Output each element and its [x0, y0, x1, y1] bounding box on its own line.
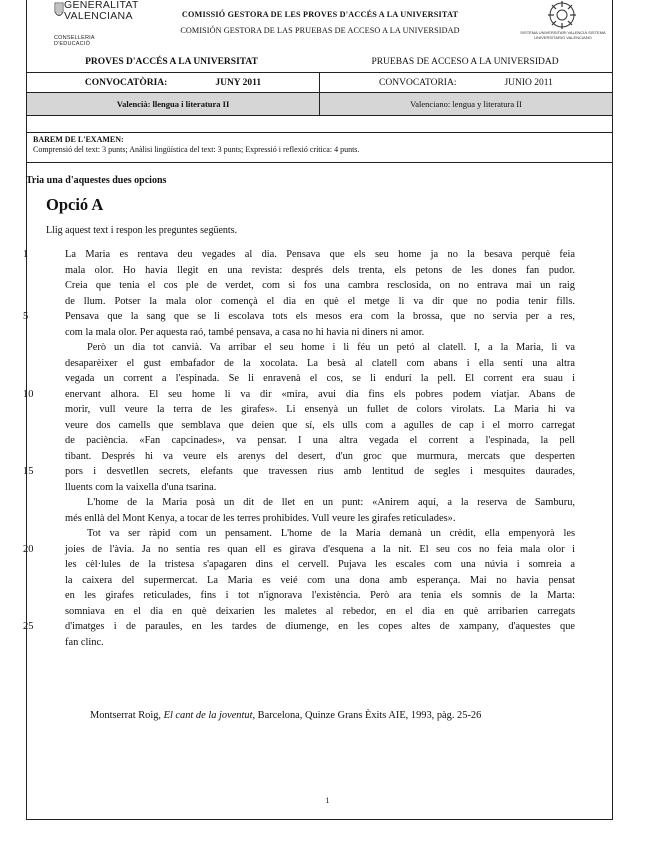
- text-line: [45, 418, 575, 434]
- line-text: vegada un corrent a l'espinada. Se li enravenà el cos, se li endurí la pell. El corrent era suau i: [65, 373, 575, 384]
- line-text: veure dos camells que semblava que deien que sí, els ulls com a agulles de cap i el morro carregat: [65, 419, 575, 431]
- convocatoria-es-value: JUNIO 2011: [504, 77, 553, 88]
- line-text: Tot va ser ràpid com un pensament. L'home de la Maria demanà un crèdit, ella empenyorà les: [87, 528, 575, 539]
- line-text: fan clinc.: [65, 636, 104, 648]
- text-line: [23, 247, 575, 263]
- university-system-logo: [515, 0, 610, 48]
- line-number: 1: [23, 249, 29, 260]
- text-line: [45, 588, 575, 604]
- text-line: [45, 356, 575, 372]
- line-text: Però un dia tot canvià. Va arribar el seu home i li féu un petó al clatell. I, a la Maria, li va: [87, 342, 575, 353]
- page-number: 1: [325, 796, 330, 805]
- text-line: [45, 278, 575, 294]
- line-number: 25: [23, 621, 34, 632]
- citation-work: El cant de la joventut: [163, 710, 253, 721]
- line-text: tibant. Després hi va veure els arenys del desert, d'un groc que murmura, mercats que desperten: [65, 450, 575, 462]
- text-line: [45, 495, 575, 511]
- text-line: [45, 480, 575, 496]
- commission-es: COMISIÓN GESTORA DE LAS PRUEBAS DE ACCESO A LA UNIVERSIDAD: [180, 26, 460, 35]
- subject-es: Valenciano: lengua y literatura II: [320, 93, 613, 116]
- convocatoria-ca-label: CONVOCATÒRIA:: [84, 77, 168, 88]
- citation-author: Montserrat Roig,: [90, 710, 164, 721]
- barem-text: Comprensió del text: 3 punts; Anàlisi lingüística del text: 3 punts; Expressió i reflexió crítica: 4 punts.: [33, 145, 360, 154]
- text-line: [45, 511, 575, 527]
- exam-title-es: PRUEBAS DE ACCESO A LA UNIVERSIDAD: [371, 57, 559, 67]
- text-line: [23, 309, 575, 325]
- line-text: joies de l'àvia. Ja no sentia res quan ell es girava d'esquena a la nit. El seu cos no feia mala olor i: [65, 543, 575, 555]
- intro-instruction: Llig aquest text i respon les preguntes següents.: [46, 225, 238, 236]
- subject-ca: Valencià: llengua i literatura II: [27, 93, 320, 116]
- line-text: de paciència. «Fan capcinades», va pensar. I una altra vegada el corrent a l'espinada, la pell: [65, 435, 575, 446]
- text-line: [45, 635, 575, 651]
- line-text: com la mala olor. Per aquesta raó, també pensava, a casa no hi havia ni diners ni amor.: [65, 326, 425, 338]
- text-line: [45, 340, 575, 356]
- convocatoria-es-label: CONVOCATORIA:: [379, 77, 457, 88]
- text-line: [45, 557, 575, 573]
- line-text: L'home de la Maria posà un dit de llet en un punt: «Anirem aquí, a la reserva de Samburu,: [87, 497, 575, 508]
- citation: [90, 710, 481, 721]
- line-text: La Maria es rentava deu vegades al dia. Pensava que els seu home ja no la besava perquè feia: [65, 249, 575, 260]
- line-text: desaparèixer el gust embafador de la xocolata. La besà al clatell com abans i ella sentí una altra: [65, 357, 575, 369]
- line-number: 15: [23, 466, 34, 477]
- university-system-label: SISTEMA UNIVERSITARI VALENCIÀ SISTEMA UNIVERSITARIO VALENCIANO: [520, 30, 606, 40]
- line-text: mala olor. Ho havia llegit en una revista: després dels trenta, els petons de les dones fan pudor.: [65, 264, 575, 276]
- reading-text: [23, 247, 575, 650]
- university-emblem-icon: [545, 0, 579, 30]
- exam-title-row: [26, 57, 613, 70]
- commission-ca: COMISSIÓ GESTORA DE LES PROVES D'ACCÉS A LA UNIVERSITAT: [181, 10, 459, 19]
- text-line: [23, 619, 575, 635]
- text-line: [45, 371, 575, 387]
- generalitat-seal-icon: [54, 2, 64, 20]
- generalitat-title: GENERALITAT VALENCIANA: [64, 0, 139, 22]
- generalitat-logo: [26, 0, 139, 48]
- convocatoria-es-cell: [320, 73, 613, 93]
- line-number: 5: [23, 311, 29, 322]
- line-text: morir, vull veure la terra de les girafes». Li ensenyà un fullet de colors virolats. La Maria hi va: [65, 404, 575, 415]
- line-text: en les girafes reticulades, fins i tot n'ignorava l'existència. Però ara tenia els somnis de la Marta:: [65, 590, 575, 601]
- exam-title-ca: PROVES D'ACCÉS A LA UNIVERSITAT: [85, 57, 258, 67]
- citation-rest: , Barcelona, Quinze Grans Èxits AIE, 1993, pàg. 25-26: [252, 710, 482, 721]
- options-instruction: Tria una d'aquestes dues opcions: [26, 175, 167, 186]
- text-line: [45, 604, 575, 620]
- line-text: d'imatges i de paraules, en les tardes de diumenge, en les copes altes de xampany, d'aquestes que: [65, 621, 575, 632]
- text-line: [23, 387, 575, 403]
- convocatoria-table: [26, 72, 613, 116]
- text-line: [45, 263, 575, 279]
- text-line: [45, 526, 575, 542]
- line-text: de llum. Potser la mala olor començà el dia en què el metge li va dir que no podia tenir fills.: [65, 295, 575, 307]
- text-line: [45, 449, 575, 465]
- line-text: Creia que tenia el cos ple de verdet, com si fos una cambra resclosida, on no entrava mai un raig: [65, 280, 575, 291]
- text-line: [45, 573, 575, 589]
- header-commission: [130, 10, 510, 35]
- text-line: [45, 433, 575, 449]
- conselleria-label: CONSELLERIA D'EDUCACIÓ: [54, 35, 95, 47]
- text-line: [23, 464, 575, 480]
- line-number: 10: [23, 388, 34, 400]
- text-line: [45, 325, 575, 341]
- line-text: lluents com la vaixella d'una tsarina.: [65, 481, 217, 493]
- line-text: somniava en el dia en què deixarien les maletes al rebedor, en el dia en què arribarien carregats: [65, 605, 575, 617]
- convocatoria-ca-cell: [27, 73, 320, 93]
- option-title: Opció A: [46, 195, 104, 214]
- text-line: [45, 402, 575, 418]
- line-text: més enllà del Mont Kenya, a tocar de les terres prohibides. Vull veure les girafes reticulades».: [65, 512, 456, 524]
- barem-heading: BAREM DE L'EXAMEN:: [33, 135, 124, 144]
- line-text: la caixera del supermercat. La Maria es veié com una dona amb esperança. Mai no havia pensat: [65, 574, 575, 586]
- text-line: [23, 542, 575, 558]
- line-text: pors i desvetllen secrets, elefants que travessen rius amb lentitud de segles i mesquites daurades,: [65, 466, 575, 477]
- line-text: Pensava que la sang que se li escolava tots els mesos era com la brossa, que no servia per a res,: [65, 311, 575, 322]
- line-text: les cèl·lules de la tristesa s'apagaren dins el cervell. Pujava les escales com una núvia i somreia a: [65, 559, 575, 570]
- convocatoria-ca-value: JUNY 2011: [215, 77, 262, 88]
- line-number: 20: [23, 543, 34, 555]
- barem-box: [26, 132, 613, 163]
- text-line: [45, 294, 575, 310]
- line-text: enervant alhora. El seu home li va dir «mira, avui dia fins els pobres podem viatjar. Abans de: [65, 388, 575, 400]
